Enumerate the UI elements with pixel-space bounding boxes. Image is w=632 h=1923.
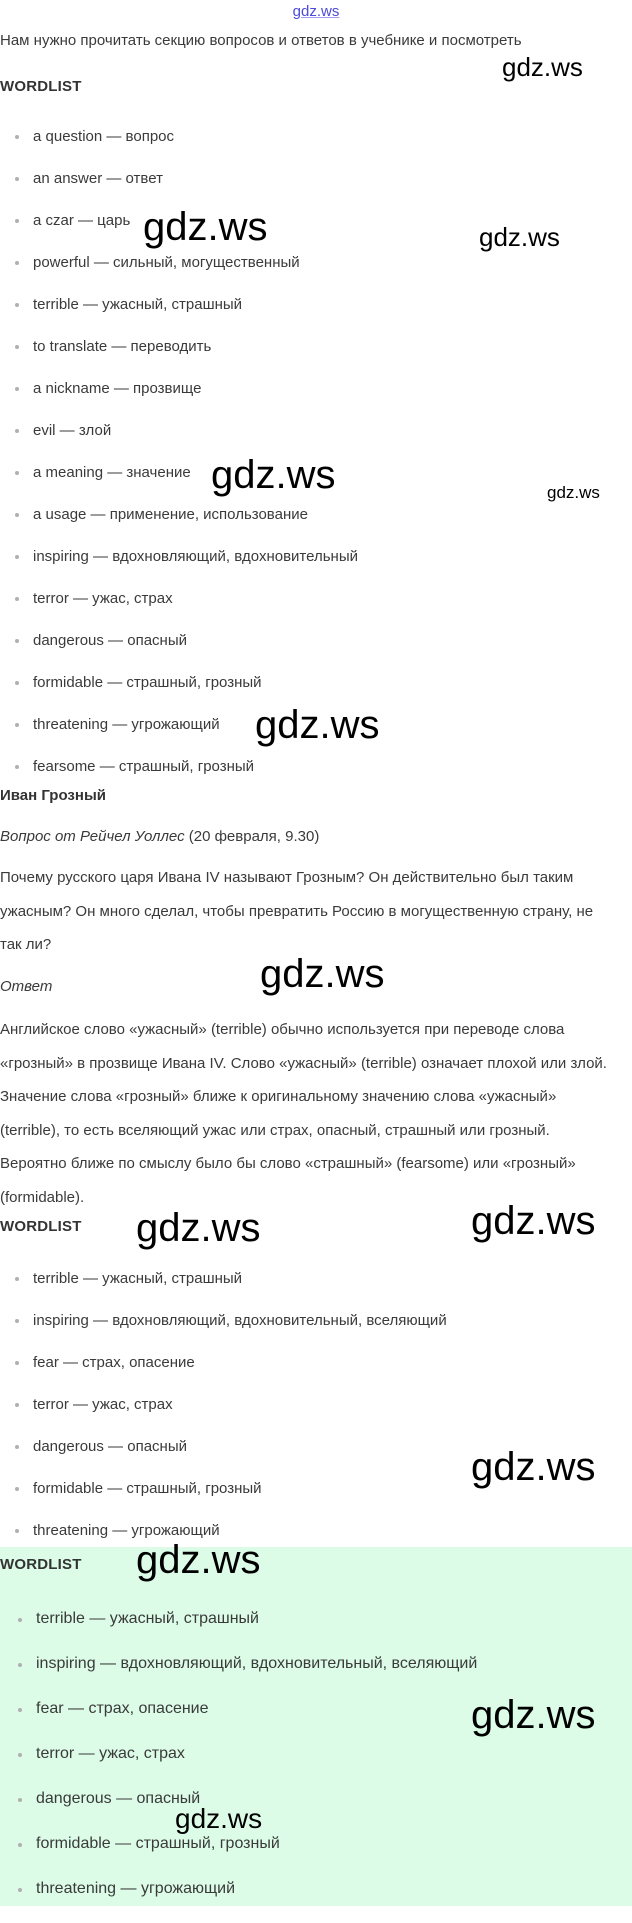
watermark: gdz.ws [260, 952, 385, 996]
list-item: terror — ужас, страх [0, 1743, 632, 1788]
list-item: terrible — ужасный, страшный [0, 1268, 632, 1310]
list-item: threatening — угрожающий [0, 1520, 632, 1562]
list-item: terrible — ужасный, страшный [0, 1608, 632, 1653]
answer-label: Ответ [0, 978, 53, 995]
list-item: a meaning — значение [0, 462, 632, 504]
watermark: gdz.ws [211, 453, 336, 497]
watermark: gdz.ws [255, 703, 380, 747]
list-item: powerful — сильный, могущественный [0, 252, 632, 294]
watermark: gdz.ws [479, 222, 560, 252]
watermark: gdz.ws [136, 1206, 261, 1250]
watermark: gdz.ws [502, 52, 583, 82]
wordlist-title: WORDLIST [0, 1556, 82, 1573]
list-item: an answer — ответ [0, 168, 632, 210]
watermark: gdz.ws [143, 205, 268, 249]
watermark: gdz.ws [136, 1538, 261, 1582]
list-item: a question — вопрос [0, 126, 632, 168]
question-date: (20 февраля, 9.30) [184, 828, 320, 845]
list-item: threatening — угрожающий [0, 1878, 632, 1923]
watermark: gdz.ws [471, 1199, 596, 1243]
answer-text: Английское слово «ужасный» (terrible) обычно используется при переводе слова «грозный» в прозвище Ивана IV. Слово «ужасный» (terrible) означает плохой или злой. Значение слова «грозный» ближе к оригинальному значению слова «ужасный» (terrible), то есть вселяющий ужас или страх, опасный, страшный или грозный. Вероятно ближе по смыслу было бы слово «страшный» (fearsome) или «грозный» (formidable). [0, 1021, 607, 1206]
list-item: formidable — страшный, грозный [0, 1833, 632, 1878]
list-item: fear — страх, опасение [0, 1352, 632, 1394]
wordlist-title: WORDLIST [0, 78, 82, 95]
watermark: gdz.ws [471, 1445, 596, 1489]
watermark: gdz.ws [175, 1803, 263, 1834]
section-heading: Иван Грозный [0, 787, 106, 804]
intro-text: Нам нужно прочитать секцию вопросов и ответов в учебнике и посмотреть [0, 32, 522, 49]
list-item: dangerous — опасный [0, 630, 632, 672]
question-text: Почему русского царя Ивана IV называют Грозным? Он действительно был таким ужасным? Он много сделал, чтобы превратить Россию в могущественную страну, не так ли? [0, 869, 594, 953]
question-meta [0, 828, 319, 845]
list-item: formidable — страшный, грозный [0, 672, 632, 714]
list-item: a czar — царь [0, 210, 632, 252]
list-item: dangerous — опасный [0, 1788, 632, 1833]
wordlist-3 [0, 1608, 632, 1923]
list-item: terror — ужас, страх [0, 1394, 632, 1436]
list-item: terror — ужас, страх [0, 588, 632, 630]
list-item: threatening — угрожающий [0, 714, 632, 756]
list-item: a nickname — прозвище [0, 378, 632, 420]
watermark: gdz.ws [471, 1693, 596, 1737]
list-item: a usage — применение, использование [0, 504, 632, 546]
watermark: gdz.ws [547, 483, 600, 502]
list-item: inspiring — вдохновляющий, вдохновительный, вселяющий [0, 1310, 632, 1352]
wordlist-2 [0, 1268, 632, 1562]
list-item: evil — злой [0, 420, 632, 462]
list-item: fear — страх, опасение [0, 1698, 632, 1743]
list-item: formidable — страшный, грозный [0, 1478, 632, 1520]
list-item: inspiring — вдохновляющий, вдохновительный, вселяющий [0, 1653, 632, 1698]
list-item: dangerous — опасный [0, 1436, 632, 1478]
wordlist-title: WORDLIST [0, 1218, 82, 1235]
site-link[interactable]: gdz.ws [292, 3, 340, 20]
question-author: Вопрос от Рейчел Уоллес [0, 828, 185, 845]
list-item: terrible — ужасный, страшный [0, 294, 632, 336]
list-item: inspiring — вдохновляющий, вдохновительный [0, 546, 632, 588]
list-item: to translate — переводить [0, 336, 632, 378]
list-item: fearsome — страшный, грозный [0, 756, 632, 798]
